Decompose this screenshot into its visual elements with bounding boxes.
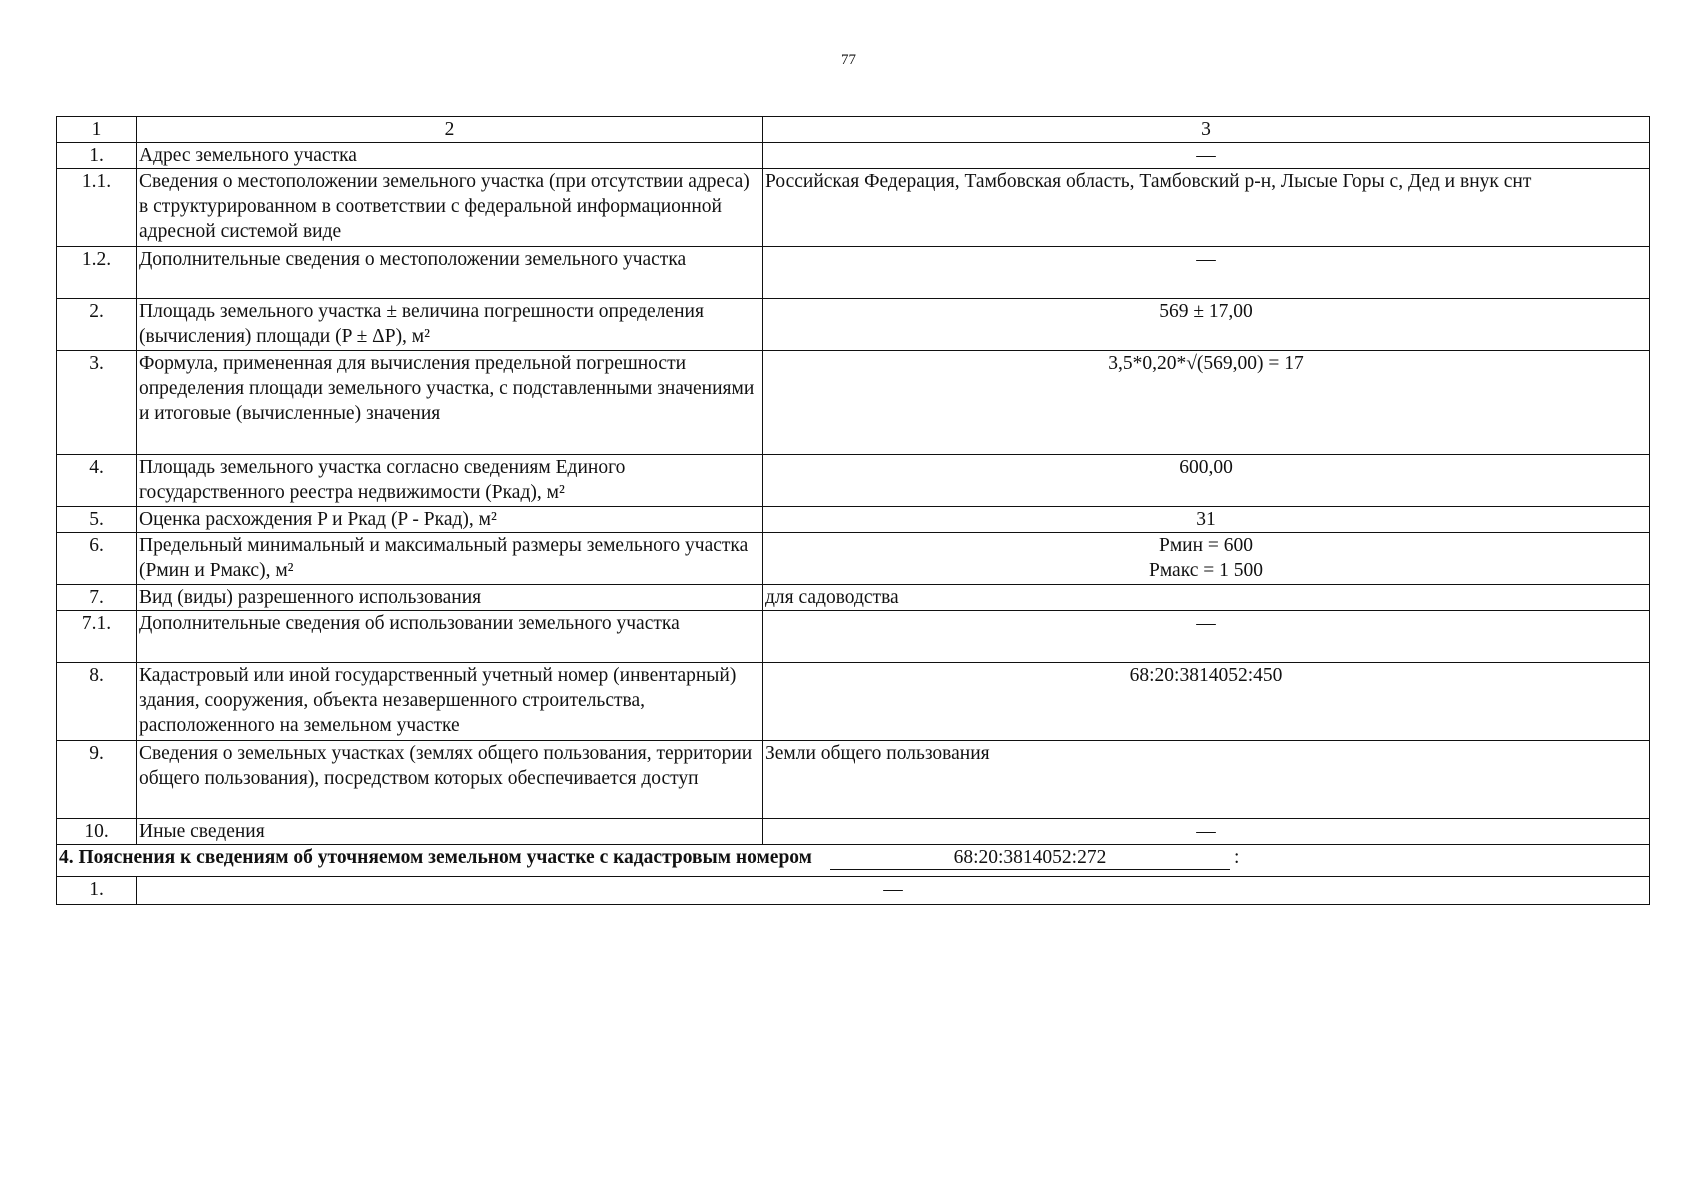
row-number: 7.1. (57, 611, 137, 663)
section-4-row (57, 877, 1650, 905)
table-row (57, 507, 1650, 533)
row-value: 569 ± 17,00 (763, 299, 1650, 351)
header-col-1: 1 (57, 117, 137, 143)
row-label: Сведения о земельных участках (землях общего пользования, территории общего пользования), посредством которых обеспечивается доступ (137, 741, 763, 819)
table-row (57, 299, 1650, 351)
row-number: 6. (57, 533, 137, 585)
table-row (57, 455, 1650, 507)
row-value: 31 (763, 507, 1650, 533)
row-number: 3. (57, 351, 137, 455)
row-number: 9. (57, 741, 137, 819)
table-row (57, 247, 1650, 299)
max-size-value: Pмакс = 1 500 (1149, 560, 1263, 581)
row-number: 1. (57, 877, 137, 905)
row-value: 600,00 (763, 455, 1650, 507)
row-label: Вид (виды) разрешенного использования (137, 585, 763, 611)
row-label: Оценка расхождения P и Ркад (P - Ркад), м² (137, 507, 763, 533)
section-4-colon: : (1233, 847, 1240, 868)
row-value: — (137, 877, 1650, 905)
row-number: 10. (57, 819, 137, 845)
row-value (763, 533, 1650, 585)
table-row (57, 585, 1650, 611)
row-value: для садоводства (763, 585, 1650, 611)
section-4-cell (57, 845, 1650, 877)
row-number: 4. (57, 455, 137, 507)
row-label: Дополнительные сведения о местоположении земельного участка (137, 247, 763, 299)
table-row (57, 611, 1650, 663)
row-number: 1.2. (57, 247, 137, 299)
row-label: Дополнительные сведения об использовании земельного участка (137, 611, 763, 663)
table-row (57, 663, 1650, 741)
row-value: Земли общего пользования (763, 741, 1650, 819)
row-number: 1.1. (57, 169, 137, 247)
table-row (57, 169, 1650, 247)
row-label: Площадь земельного участка ± величина погрешности определения (вычисления) площади (P ± ΔP), м² (137, 299, 763, 351)
section-4-title: 4. Пояснения к сведениям об уточняемом земельном участке с кадастровым номером (59, 847, 812, 868)
row-number: 5. (57, 507, 137, 533)
row-value: — (763, 819, 1650, 845)
page-number: 77 (841, 52, 856, 68)
row-label: Площадь земельного участка согласно сведениям Единого государственного реестра недвижимости (Ркад), м² (137, 455, 763, 507)
table-row (57, 143, 1650, 169)
row-label: Предельный минимальный и максимальный размеры земельного участка (Pмин и Pмакс), м² (137, 533, 763, 585)
row-number: 1. (57, 143, 137, 169)
row-label: Сведения о местоположении земельного участка (при отсутствии адреса) в структурированном в соответствии с федеральной информационной адресной системой виде (137, 169, 763, 247)
row-value: 68:20:3814052:450 (763, 663, 1650, 741)
cadastral-number: 68:20:3814052:272 (830, 847, 1230, 870)
table-row (57, 819, 1650, 845)
header-col-2: 2 (137, 117, 763, 143)
row-label: Формула, примененная для вычисления предельной погрешности определения площади земельного участка, с подставленными значениями и итоговые (вычисленные) значения (137, 351, 763, 455)
land-plot-table (56, 116, 1650, 905)
row-number: 2. (57, 299, 137, 351)
table-row (57, 351, 1650, 455)
row-number: 7. (57, 585, 137, 611)
row-value: 3,5*0,20*√(569,00) = 17 (763, 351, 1650, 455)
row-value: — (763, 247, 1650, 299)
header-row (57, 117, 1650, 143)
row-label: Иные сведения (137, 819, 763, 845)
row-label: Кадастровый или иной государственный учетный номер (инвентарный) здания, сооружения, объекта незавершенного строительства, расположенного на земельном участке (137, 663, 763, 741)
table-row (57, 533, 1650, 585)
row-number: 8. (57, 663, 137, 741)
header-col-3: 3 (763, 117, 1650, 143)
row-value: Российская Федерация, Тамбовская область, Тамбовский р-н, Лысые Горы с, Дед и внук снт (763, 169, 1650, 247)
min-size-value: Pмин = 600 (1158, 535, 1254, 556)
row-value: — (763, 143, 1650, 169)
table-row (57, 741, 1650, 819)
row-label: Адрес земельного участка (137, 143, 763, 169)
section-4-header (57, 845, 1650, 877)
row-value: — (763, 611, 1650, 663)
